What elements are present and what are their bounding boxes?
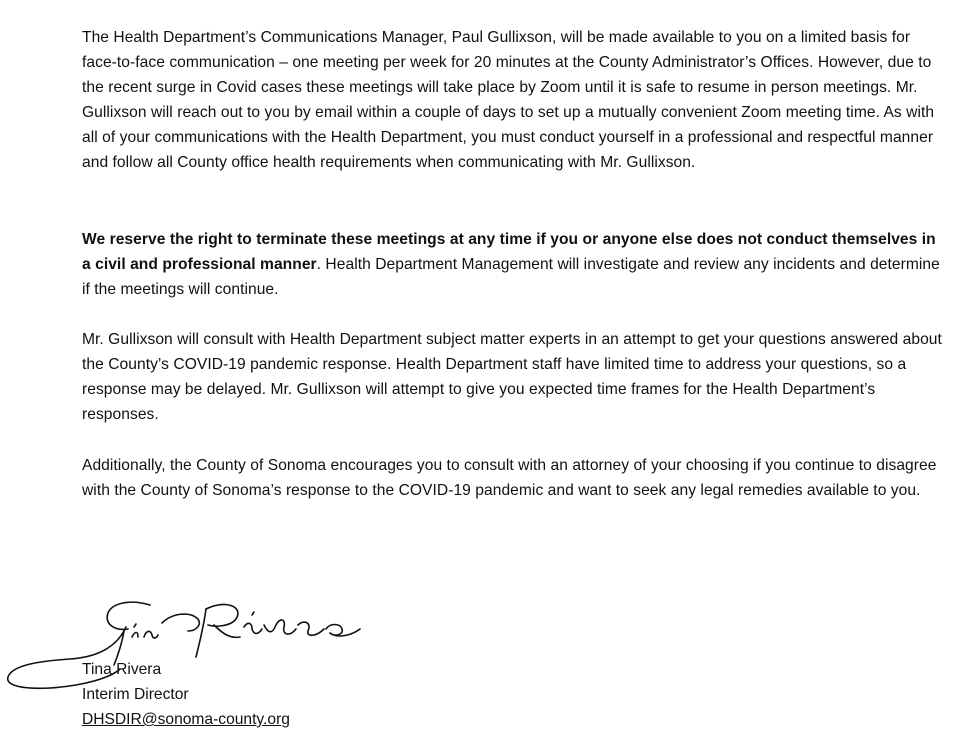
termination-warning-bold: We reserve the right to terminate these meetings at any time if you or anyone else does not conduct themselves in a civil and professional manner	[82, 231, 936, 273]
signature-block	[82, 657, 290, 732]
signer-name: Tina Rivera	[82, 661, 162, 678]
paragraph-subject-matter-experts: Mr. Gullixson will consult with Health Department subject matter experts in an attempt to get your questions answered about the County’s COVID-19 pandemic response. Health Department staff have limited time to address your questions, so a response may be delayed. Mr. Gullixson will attempt to give you expected time frames for the Health Department’s responses.	[82, 331, 942, 423]
signer-title: Interim Director	[82, 686, 189, 703]
paragraph-communications-manager: The Health Department’s Communications Manager, Paul Gullixson, will be made available to you on a limited basis for face-to-face communication – one meeting per week for 20 minutes at the County Administrator’s Offices. However, due to the recent surge in Covid cases these meetings will take place by Zoom until it is safe to resume in person meetings. Mr. Gullixson will reach out to you by email within a couple of days to set up a mutually convenient Zoom meeting time. As with all of your communications with the Health Department, you must conduct yourself in a professional and respectful manner and follow all County office health requirements when communicating with Mr. Gullixson.	[82, 29, 935, 171]
termination-notice-rest: . Health Department Management will investigate and review any incidents and determine if the meetings will continue.	[82, 256, 940, 298]
signer-email-link[interactable]: DHSDIR@sonoma-county.org	[82, 711, 290, 728]
paragraph-attorney-advice: Additionally, the County of Sonoma encourages you to consult with an attorney of your choosing if you continue to disagree with the County of Sonoma’s response to the COVID-19 pandemic and want to seek any legal remedies available to you.	[82, 457, 937, 499]
paragraph-termination-notice	[82, 227, 944, 302]
